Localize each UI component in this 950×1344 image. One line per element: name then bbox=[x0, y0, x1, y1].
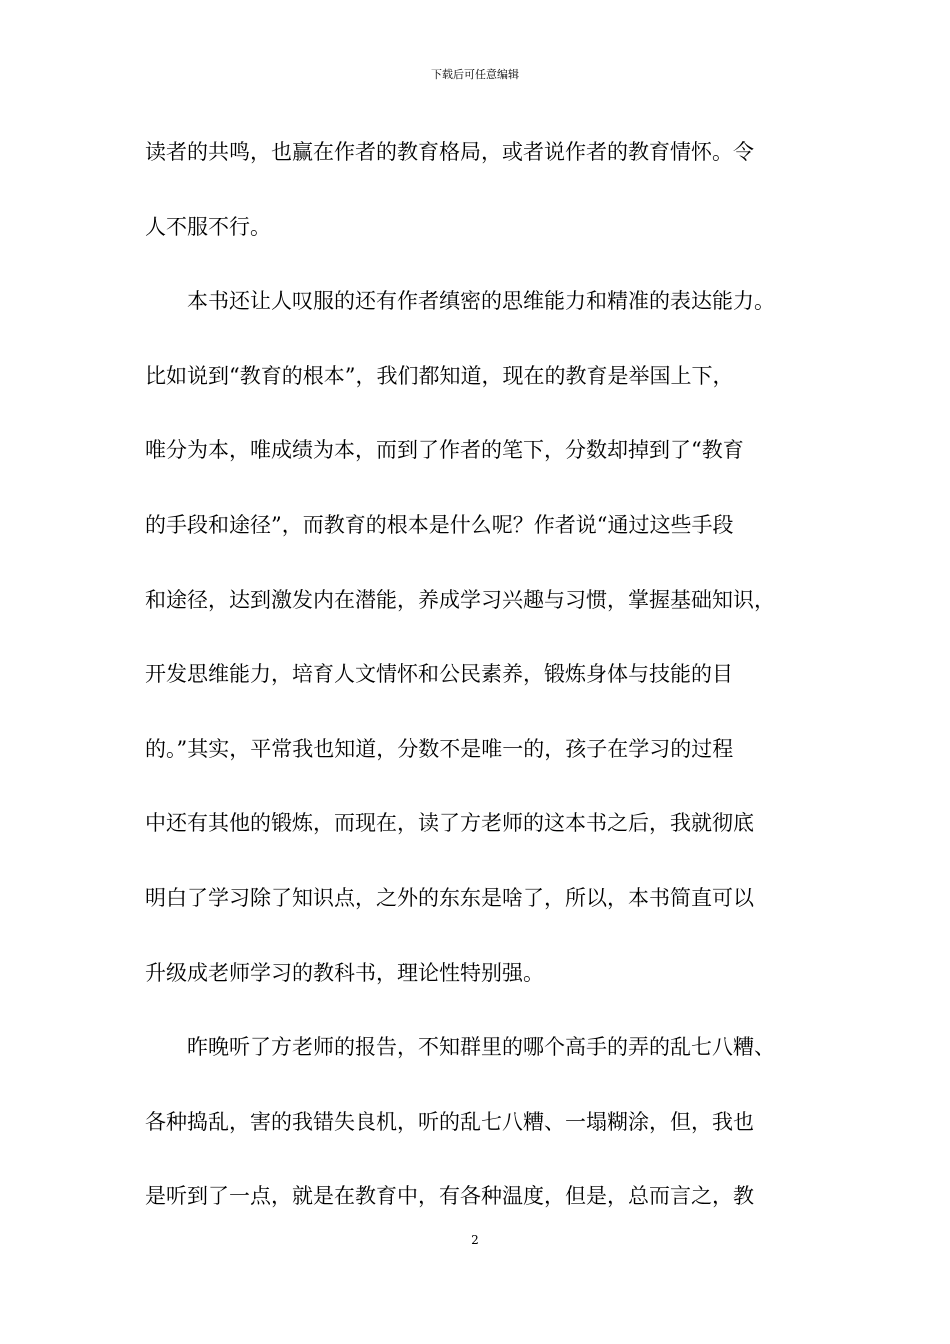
text-line: 明白了学习除了知识点，之外的东东是啥了，所以，本书简直可以 bbox=[145, 885, 754, 910]
text-line: 人不服不行。 bbox=[145, 214, 271, 239]
text-line: 的。”其实，平常我也知道，分数不是唯一的，孩子在学习的过程 bbox=[145, 736, 734, 761]
document-body bbox=[145, 132, 815, 1251]
text-line: 是听到了一点，就是在教育中，有各种温度，但是，总而言之，教 bbox=[145, 1184, 754, 1209]
text-line: 唯分为本，唯成绩为本，而到了作者的笔下，分数却掉到了“教育 bbox=[145, 438, 744, 463]
text-line: 各种捣乱，害的我错失良机，听的乱七八糟、一塌糊涂，但，我也 bbox=[145, 1109, 754, 1134]
page-number: 2 bbox=[471, 1233, 479, 1247]
text-line: 的手段和途径”，而教育的根本是什么呢？作者说“通过这些手段 bbox=[145, 512, 734, 537]
text-line: 比如说到“教育的根本”，我们都知道，现在的教育是举国上下， bbox=[145, 363, 734, 388]
text-line: 升级成老师学习的教科书，理论性特别强。 bbox=[145, 960, 544, 985]
text-line: 开发思维能力，培育人文情怀和公民素养，锻炼身体与技能的目 bbox=[145, 662, 733, 687]
text-line: 读者的共鸣，也赢在作者的教育格局，或者说作者的教育情怀。令 bbox=[145, 140, 754, 164]
text-line: 中还有其他的锻炼，而现在，读了方老师的这本书之后，我就彻底 bbox=[145, 811, 754, 836]
page-header: 下载后可任意编辑 bbox=[431, 68, 519, 81]
text-line: 本书还让人叹服的还有作者缜密的思维能力和精准的表达能力。 bbox=[145, 289, 775, 314]
text-line: 和途径，达到激发内在潜能，养成学习兴趣与习惯，掌握基础知识， bbox=[145, 587, 775, 612]
text-line: 昨晚听了方老师的报告，不知群里的哪个高手的弄的乱七八糟、 bbox=[145, 1035, 775, 1060]
